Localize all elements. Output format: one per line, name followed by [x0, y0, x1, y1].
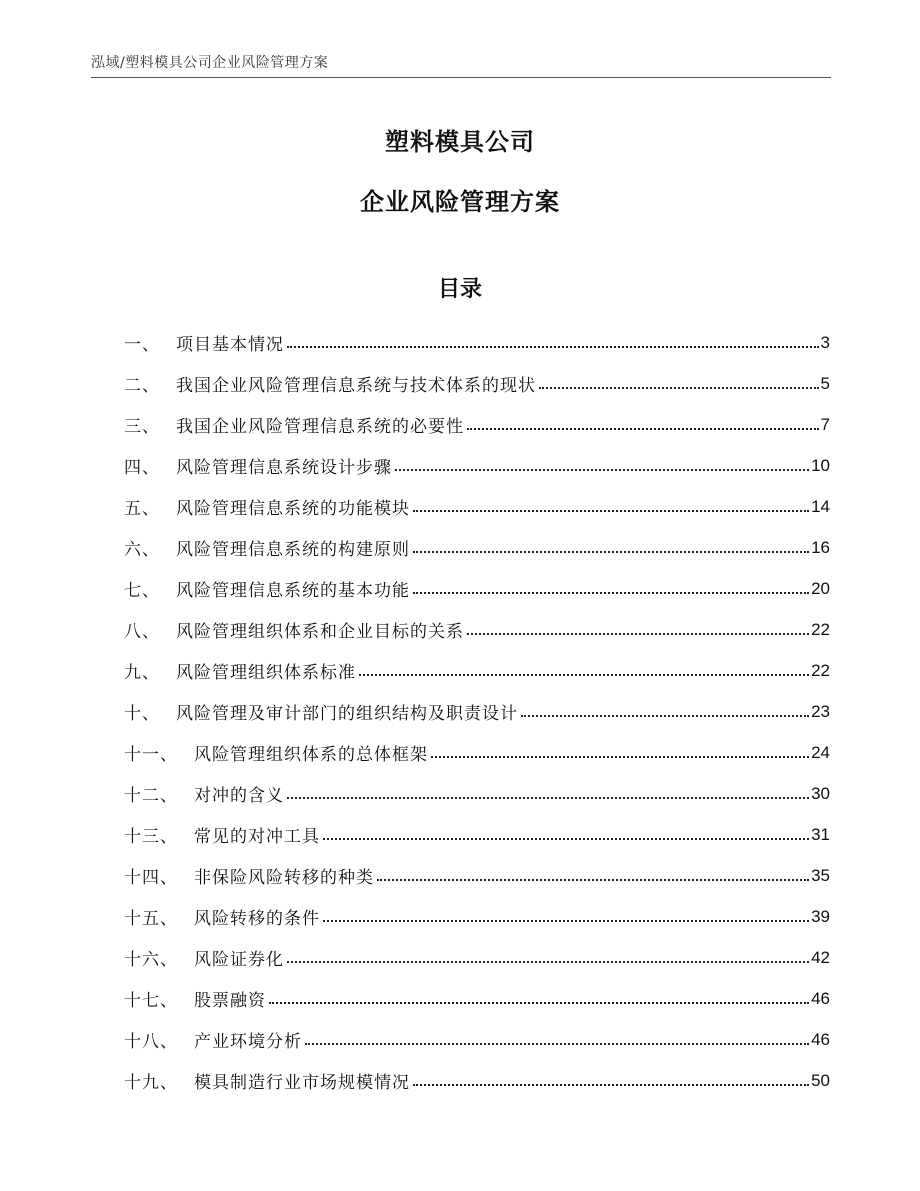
toc-entry-page: 30 [811, 783, 830, 803]
toc-entry-page: 35 [811, 865, 830, 885]
toc-entry-label: 产业环境分析 [194, 1032, 302, 1052]
table-of-contents [124, 322, 830, 1101]
toc-entry[interactable] [124, 773, 830, 814]
toc-entry-number: 四、 [124, 458, 160, 478]
toc-entry-label: 风险证券化 [194, 950, 284, 970]
toc-entry-number: 八、 [124, 622, 160, 642]
toc-entry[interactable] [124, 527, 830, 568]
toc-dot-leader [467, 633, 809, 635]
toc-entry[interactable] [124, 404, 830, 445]
toc-entry-number: 七、 [124, 581, 160, 601]
toc-dot-leader [287, 961, 809, 963]
toc-entry-page: 50 [811, 1070, 830, 1090]
toc-entry[interactable] [124, 937, 830, 978]
toc-dot-leader [287, 797, 809, 799]
toc-entry-label: 我国企业风险管理信息系统与技术体系的现状 [176, 376, 536, 396]
toc-entry-number: 十九、 [124, 1073, 178, 1093]
toc-dot-leader [305, 1043, 809, 1045]
toc-dot-leader [467, 428, 819, 430]
toc-entry-page: 46 [811, 1029, 830, 1049]
toc-entry-label: 风险管理信息系统的功能模块 [176, 499, 410, 519]
toc-entry-label: 模具制造行业市场规模情况 [194, 1073, 410, 1093]
toc-entry-page: 42 [811, 947, 830, 967]
toc-entry-label: 风险管理组织体系和企业目标的关系 [176, 622, 464, 642]
toc-entry[interactable] [124, 814, 830, 855]
toc-entry[interactable] [124, 650, 830, 691]
toc-entry-page: 24 [811, 742, 830, 762]
toc-entry-page: 46 [811, 988, 830, 1008]
toc-entry[interactable] [124, 486, 830, 527]
toc-entry[interactable] [124, 1019, 830, 1060]
toc-entry-number: 十六、 [124, 950, 178, 970]
toc-entry-number: 十八、 [124, 1032, 178, 1052]
toc-entry-label: 对冲的含义 [194, 786, 284, 806]
toc-entry[interactable] [124, 691, 830, 732]
toc-entry-label: 项目基本情况 [176, 335, 284, 355]
toc-entry-label: 风险管理信息系统的基本功能 [176, 581, 410, 601]
toc-entry-label: 常见的对冲工具 [194, 827, 320, 847]
toc-entry-number: 十四、 [124, 868, 178, 888]
toc-dot-leader [377, 879, 809, 881]
toc-entry[interactable] [124, 322, 830, 363]
toc-entry-number: 十二、 [124, 786, 178, 806]
toc-entry-label: 风险转移的条件 [194, 909, 320, 929]
document-subtitle: 企业风险管理方案 [360, 188, 560, 216]
toc-entry[interactable] [124, 732, 830, 773]
toc-entry-number: 五、 [124, 499, 160, 519]
toc-entry[interactable] [124, 896, 830, 937]
toc-dot-leader [431, 756, 809, 758]
toc-entry-number: 十一、 [124, 745, 178, 765]
toc-entry-label: 非保险风险转移的种类 [194, 868, 374, 888]
toc-dot-leader [269, 1002, 809, 1004]
toc-entry[interactable] [124, 855, 830, 896]
toc-entry-label: 风险管理组织体系的总体框架 [194, 745, 428, 765]
toc-entry[interactable] [124, 609, 830, 650]
toc-dot-leader [287, 346, 819, 348]
document-title: 塑料模具公司 [385, 128, 535, 156]
toc-entry-page: 22 [811, 619, 830, 639]
toc-entry-number: 六、 [124, 540, 160, 560]
toc-entry-number: 十、 [124, 704, 160, 724]
toc-entry[interactable] [124, 363, 830, 404]
toc-entry-page: 10 [811, 455, 830, 475]
toc-dot-leader [323, 920, 809, 922]
toc-entry-number: 三、 [124, 417, 160, 437]
toc-heading: 目录 [437, 277, 482, 302]
toc-entry-page: 20 [811, 578, 830, 598]
toc-entry[interactable] [124, 445, 830, 486]
toc-dot-leader [413, 510, 809, 512]
toc-entry-page: 23 [811, 701, 830, 721]
toc-entry-label: 我国企业风险管理信息系统的必要性 [176, 417, 464, 437]
toc-entry-page: 7 [820, 414, 830, 434]
toc-dot-leader [413, 1084, 809, 1086]
toc-entry-label: 股票融资 [194, 991, 266, 1011]
toc-dot-leader [413, 592, 809, 594]
toc-entry-page: 5 [820, 373, 830, 393]
toc-dot-leader [323, 838, 809, 840]
toc-entry-page: 3 [820, 332, 830, 352]
toc-entry-number: 九、 [124, 663, 160, 683]
toc-entry-label: 风险管理组织体系标准 [176, 663, 356, 683]
toc-dot-leader [521, 715, 809, 717]
toc-dot-leader [359, 674, 809, 676]
toc-entry-page: 22 [811, 660, 830, 680]
toc-entry-label: 风险管理信息系统的构建原则 [176, 540, 410, 560]
toc-dot-leader [395, 469, 809, 471]
toc-entry-number: 一、 [124, 335, 160, 355]
toc-entry[interactable] [124, 568, 830, 609]
toc-entry-label: 风险管理及审计部门的组织结构及职责设计 [176, 704, 518, 724]
running-header: 泓域/塑料模具公司企业风险管理方案 [91, 55, 329, 71]
toc-entry-page: 31 [811, 824, 830, 844]
toc-entry-number: 十五、 [124, 909, 178, 929]
toc-entry[interactable] [124, 1060, 830, 1101]
toc-entry-number: 十三、 [124, 827, 178, 847]
toc-dot-leader [413, 551, 809, 553]
toc-entry[interactable] [124, 978, 830, 1019]
toc-entry-page: 16 [811, 537, 830, 557]
toc-entry-page: 39 [811, 906, 830, 926]
toc-entry-label: 风险管理信息系统设计步骤 [176, 458, 392, 478]
header-divider [91, 77, 831, 78]
toc-entry-number: 十七、 [124, 991, 178, 1011]
toc-entry-page: 14 [811, 496, 830, 516]
toc-dot-leader [539, 387, 819, 389]
toc-entry-number: 二、 [124, 376, 160, 396]
